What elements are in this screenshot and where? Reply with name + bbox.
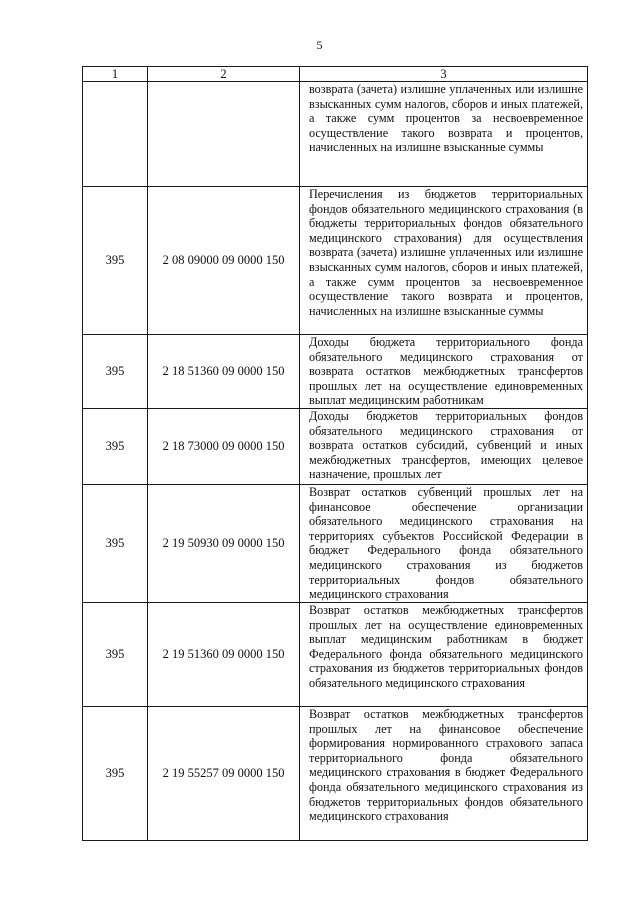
table-header-row [83,67,588,82]
page-number: 5 [316,38,323,52]
description-cell: Перечисления из бюджетов территориальных фондов обязательного медицинского страхования (в бюджеты территориальных фондов обязательного медицинского страхования) для осуществления возврата (зачета) излишне уплаченных или излишне взысканных сумм налогов, сборов и иных платежей, а также сумм процентов за несвоевременное осуществление такого возврата и процентов, начисленных на излишне взысканные суммы [300,187,588,335]
description-cell: Возврат остатков межбюджетных трансфертов прошлых лет на осуществление единовременных выплат медицинским работникам в бюджет Федерального фонда обязательного медицинского страхования из бюджетов территориальных фондов обязательного медицинского страхования [300,603,588,707]
admin-code-cell: 395 [83,485,148,603]
kbk-code-cell: 2 19 51360 09 0000 150 [148,603,300,707]
admin-code-cell: 395 [83,409,148,485]
column-header-1: 1 [83,67,148,82]
table-row [83,82,588,187]
kbk-code-cell: 2 19 50930 09 0000 150 [148,485,300,603]
kbk-code-cell [148,82,300,187]
admin-code-cell [83,82,148,187]
column-header-2: 2 [148,67,300,82]
table-row [83,409,588,485]
admin-code-cell: 395 [83,707,148,841]
table-row [83,707,588,841]
admin-code-cell: 395 [83,187,148,335]
revenue-codes-table [82,66,588,841]
column-header-3: 3 [300,67,588,82]
kbk-code-cell: 2 08 09000 09 0000 150 [148,187,300,335]
admin-code-cell: 395 [83,335,148,409]
table-row [83,603,588,707]
description-cell: Доходы бюджетов территориальных фондов обязательного медицинского страхования от возврата остатков субсидий, субвенций и иных межбюджетных трансфертов, имеющих целевое назначение, прошлых лет [300,409,588,485]
table-row [83,335,588,409]
table-row [83,485,588,603]
kbk-code-cell: 2 19 55257 09 0000 150 [148,707,300,841]
table-row [83,187,588,335]
description-cell: возврата (зачета) излишне уплаченных или излишне взысканных сумм налогов, сборов и иных платежей, а также сумм процентов за несвоевременное осуществление такого возврата и процентов, начисленных на излишне взысканные суммы [300,82,588,187]
description-cell: Доходы бюджета территориального фонда обязательного медицинского страхования от возврата остатков межбюджетных трансфертов прошлых лет на осуществление единовременных выплат медицинским работникам [300,335,588,409]
kbk-code-cell: 2 18 73000 09 0000 150 [148,409,300,485]
admin-code-cell: 395 [83,603,148,707]
kbk-code-cell: 2 18 51360 09 0000 150 [148,335,300,409]
description-cell: Возврат остатков межбюджетных трансфертов прошлых лет на финансовое обеспечение формирования нормированного страхового запаса территориального фонда обязательного медицинского страхования в бюджет Федерального фонда обязательного медицинского страхования из бюджетов территориальных фондов обязательного медицинского страхования [300,707,588,841]
description-cell: Возврат остатков субвенций прошлых лет на финансовое обеспечение организации обязательного медицинского страхования на территориях субъектов Российской Федерации в бюджет Федерального фонда обязательного медицинского страхования из бюджетов территориальных фондов обязательного медицинского страхования [300,485,588,603]
